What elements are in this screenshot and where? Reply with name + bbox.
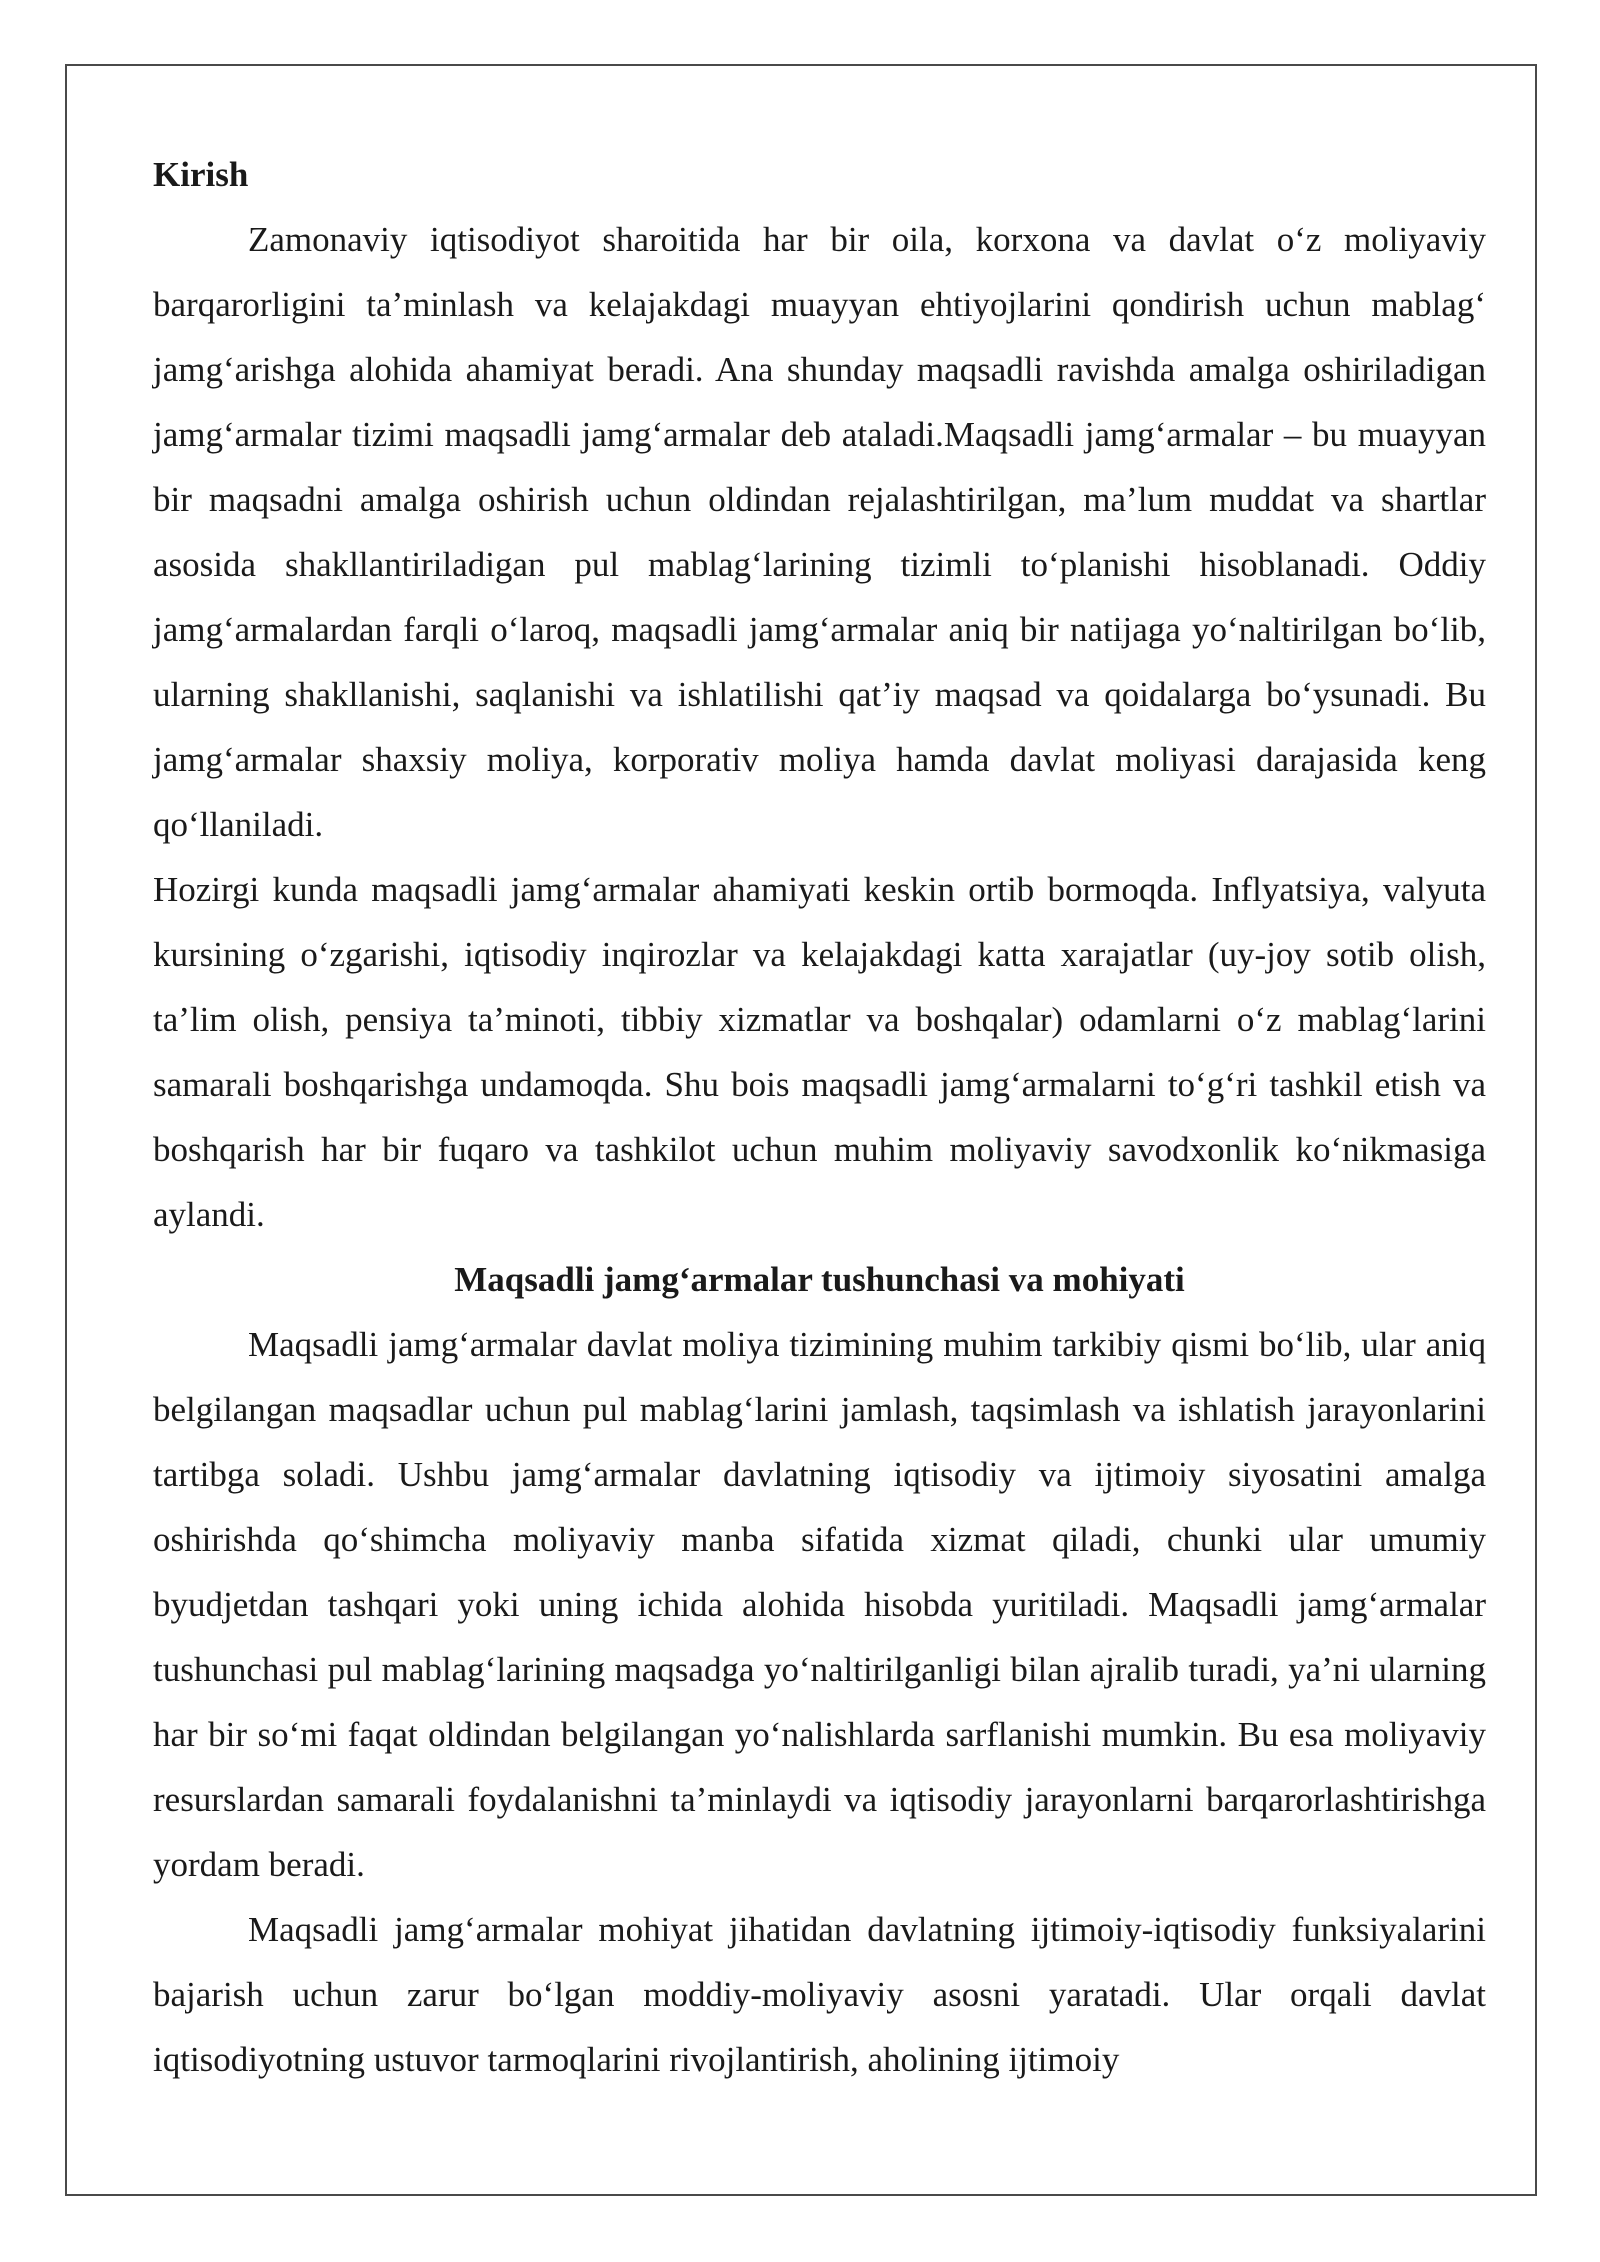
section-paragraph-1: Maqsadli jamg‘armalar davlat moliya tizimining muhim tarkibiy qismi bo‘lib, ular aniq belgilangan maqsadlar uchun pul mablag‘larini jamlash, taqsimlash va ishlatish jarayonlarini tartibga soladi. Ushbu jamg‘armalar davlatning iqtisodiy va ijtimoiy siyosatini amalga oshirishda qo‘shimcha moliyaviy manba sifatida xizmat qiladi, chunki ular umumiy byudjetdan tashqari yoki uning ichida alohida hisobda yuritiladi. Maqsadli jamg‘armalar tushunchasi pul mablag‘larining maqsadga yo‘naltirilganligi bilan ajralib turadi, ya’ni ularning har bir so‘mi faqat oldindan belgilangan yo‘nalishlarda sarflanishi mumkin. Bu esa moliyaviy resurslardan samarali foydalanishni ta’minlaydi va iqtisodiy jarayonlarni barqarorlashtirishga yordam beradi. bbox=[153, 1325, 1486, 1884]
intro-paragraph-2: Hozirgi kunda maqsadli jamg‘armalar ahamiyati keskin ortib bormoqda. Inflyatsiya, valyuta kursining o‘zgarishi, iqtisodiy inqirozlar va kelajakdagi katta xarajatlar (uy-joy sotib olish, ta’lim olish, pensiya ta’minoti, tibbiy xizmatlar va boshqalar) odamlarni o‘z mablag‘larini samarali boshqarishga undamoqda. Shu bois maqsadli jamg‘armalarni to‘g‘ri tashkil etish va boshqarish har bir fuqaro va tashkilot uchun muhim moliyaviy savodxonlik ko‘nikmasiga aylandi. bbox=[153, 870, 1486, 1234]
document-body bbox=[153, 142, 1486, 2092]
intro-paragraph-1: Zamonaviy iqtisodiyot sharoitida har bir oila, korxona va davlat o‘z moliyaviy barqarorligini ta’minlash va kelajakdagi muayyan ehtiyojlarini qondirish uchun mablag‘ jamg‘arishga alohida ahamiyat beradi. Ana shunday maqsadli ravishda amalga oshiriladigan jamg‘armalar tizimi maqsadli jamg‘armalar deb ataladi.Maqsadli jamg‘armalar – bu muayyan bir maqsadni amalga oshirish uchun oldindan rejalashtirilgan, ma’lum muddat va shartlar asosida shakllantiriladigan pul mablag‘larining tizimli to‘planishi hisoblanadi. Oddiy jamg‘armalardan farqli o‘laroq, maqsadli jamg‘armalar aniq bir natijaga yo‘naltirilgan bo‘lib, ularning shakllanishi, saqlanishi va ishlatilishi qat’iy maqsad va qoidalarga bo‘ysunadi. Bu jamg‘armalar shaxsiy moliya, korporativ moliya hamda davlat moliyasi darajasida keng qo‘llaniladi. bbox=[153, 220, 1486, 844]
intro-heading: Kirish bbox=[153, 155, 249, 194]
section-paragraph-2: Maqsadli jamg‘armalar mohiyat jihatidan davlatning ijtimoiy-iqtisodiy funksiyalarini bajarish uchun zarur bo‘lgan moddiy-moliyaviy asosni yaratadi. Ular orqali davlat iqtisodiyotning ustuvor tarmoqlarini rivojlantirish, aholining ijtimoiy bbox=[153, 1910, 1486, 2079]
section-heading: Maqsadli jamg‘armalar tushunchasi va mohiyati bbox=[454, 1260, 1185, 1299]
